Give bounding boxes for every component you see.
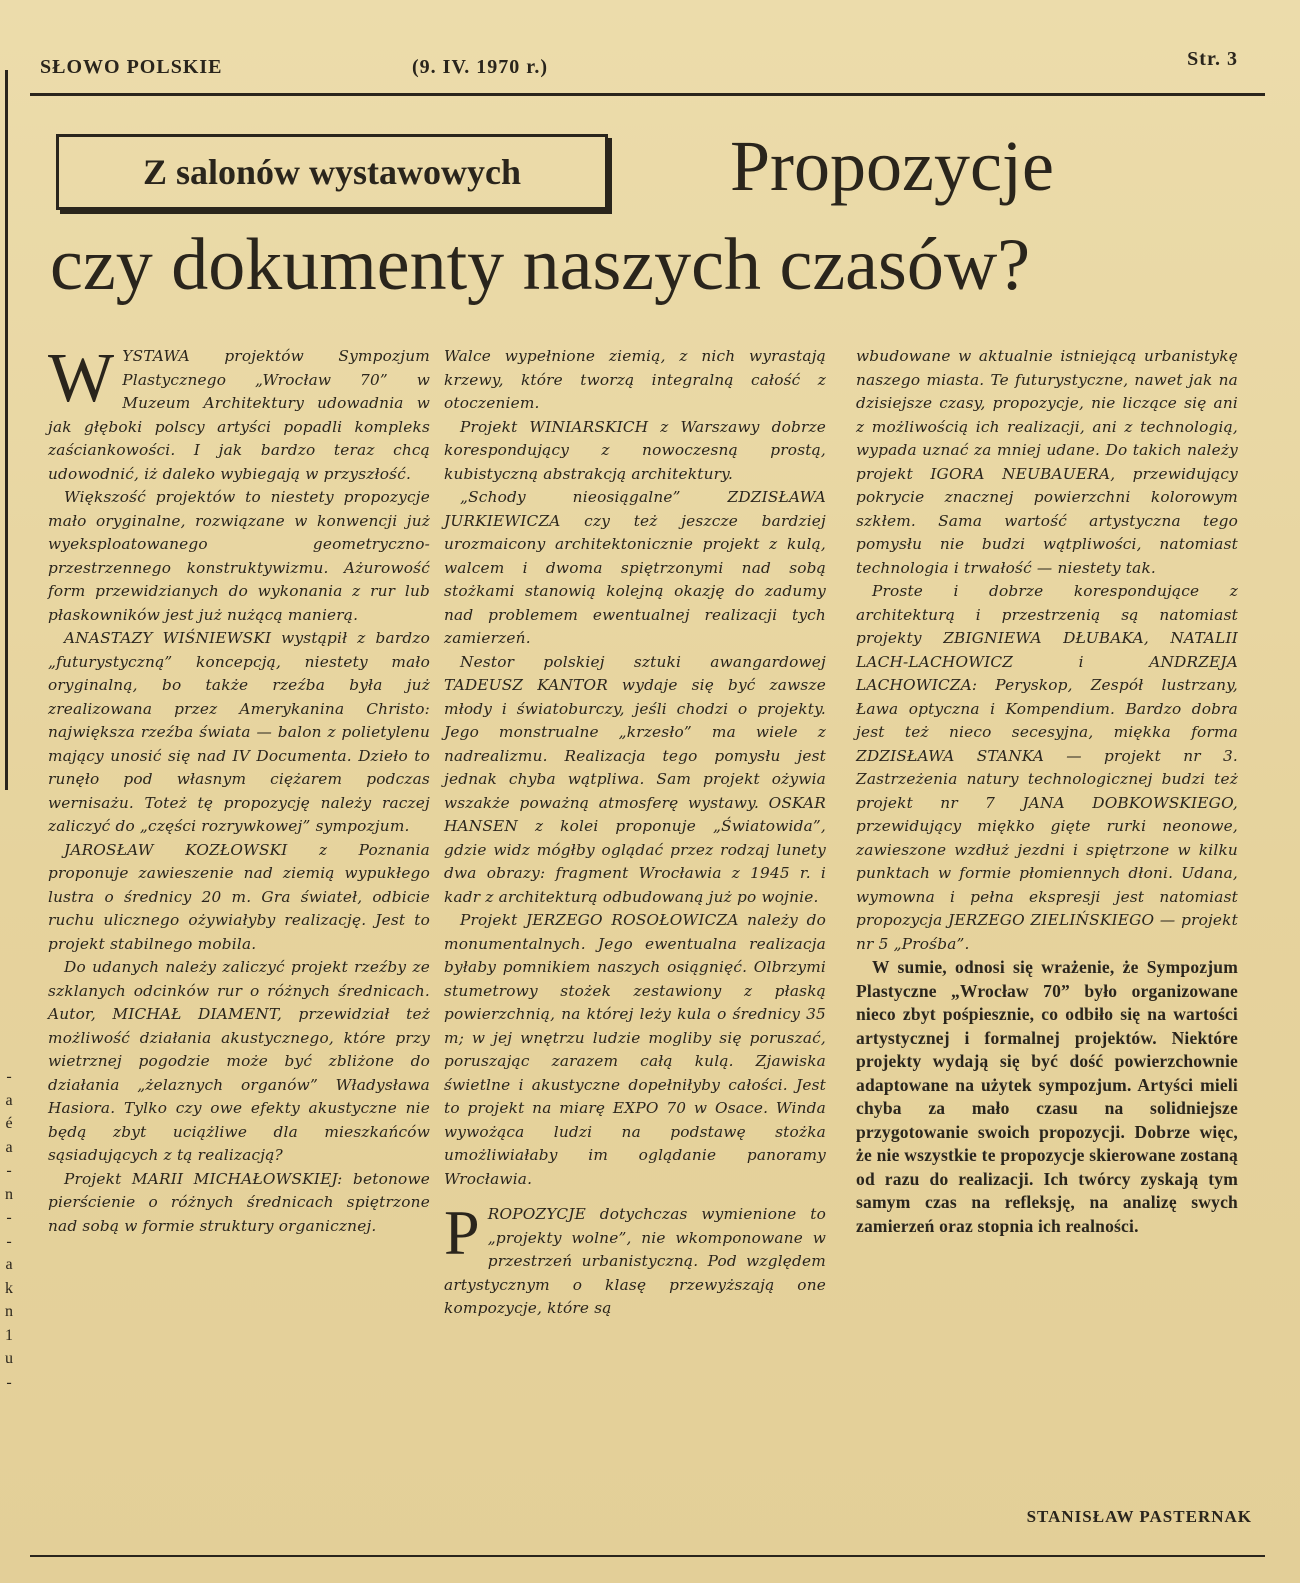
paragraph: JAROSŁAW KOZŁOWSKI z Poznania proponuje zawieszenie nad ziemią wypukłego lustra o średnicy 20 m. Gra świateł, odbicie ruchu ulicznego ożywiałyby realizację. Jest to projekt stabilnego mobila. <box>48 840 430 953</box>
dropcap: P <box>444 1197 480 1268</box>
margin-letter: k <box>5 1279 13 1297</box>
margin-letter: 1 <box>5 1326 13 1344</box>
paragraph: Walce wypełnione ziemią, z nich wyrastają krzewy, które tworzą integralną całość z otoczeniem. <box>444 347 826 412</box>
left-border-rule <box>5 70 8 790</box>
margin-fragment <box>2 1065 16 1394</box>
margin-letter: - <box>6 1232 12 1250</box>
paragraph: wbudowane w aktualnie istniejącą urbanistykę naszego miasta. Te futurystyczne, nawet jak na dzisiejsze czasy, propozycje, nie liczące się ani z możliwością ich realizacji, ani z technologią, wypada uznać za mniej udane. Do takich należy projekt IGORA NEUBAUERA, przewidujący pokrycie znacznej powierzchni kolorowym szkłem. Sama wartość artystyczna tego pomysłu nie budzi wątpliwości, natomiast technologia i trwałość — niestety tak. <box>856 347 1238 577</box>
paragraph: Projekt MARII MICHAŁOWSKIEJ: betonowe pierścienie o różnych średnicach spiętrzone nad sobą w formie struktury organicznej. <box>48 1169 430 1235</box>
paragraph: Projekt WINIARSKICH z Warszawy dobrze korespondujący z nowoczesną prostą, kubistyczną abstrakcją architektury. <box>444 417 826 483</box>
margin-letter: - <box>6 1209 12 1226</box>
paragraph <box>48 340 430 486</box>
dropcap: W <box>48 340 115 417</box>
paragraph-text: YSTAWA projektów Sympozjum Plastycznego „Wrocław 70” w Muzeum Architektury udowadnia w jak głęboki polscy artyści popadli kompleks zaściankowości. I jak bardzo teraz chcą udowodnić, iż daleko wybiegają w przyszłość. <box>48 347 430 483</box>
margin-letter: é <box>5 1115 13 1132</box>
page-number: Str. 3 <box>1187 48 1238 70</box>
paragraph: Projekt JERZEGO ROSOŁOWICZA należy do monumentalnych. Jego ewentualna realizacja byłaby pomnikiem naszych osiągnięć. Olbrzymi stumetrowy stożek zestawiony z płaską powierzchnią, na której leży kula o średnicy 35 m; w jej wnętrzu ludzie mogliby się poruszać, poruszając zarazem całą kulą. Zjawiska świetlne i akustyczne dopełniłyby całości. Jest to projekt na miarę EXPO 70 w Osace. Winda wywożąca ludzi na podstawę stożka umożliwiałaby im oglądanie panoramy Wrocławia. <box>444 911 826 1188</box>
paragraph: ANASTAZY WIŚNIEWSKI wystąpił z bardzo „futurystyczną” koncepcją, niestety mało oryginalną, bo także rzeźba była już zrealizowana przez Amerykanina Christo: największa rzeźba świata — balon z polietylenu mający unosić się nad IV Documenta. Dzieło to runęło pod własnym ciężarem podczas wernisażu. Toteż tę propozycję należy raczej zaliczyć do „części rozrywkowej” sympozjum. <box>48 629 430 835</box>
footer-rule <box>30 1555 1265 1557</box>
article-column-3 <box>856 345 1238 1238</box>
paragraph-spacer <box>444 1191 826 1203</box>
paragraph: Do udanych należy zaliczyć projekt rzeźby ze szklanych odcinków rur o różnych średnicach. Autor, MICHAŁ DIAMENT, przewidział też możliwość działania akustycznego, które przy wietrznej pogodzie może być zbliżone do działania „żelaznych organów” Władysława Hasiora. Tylko czy owe efekty akustyczne nie będą zbyt uciążliwe dla mieszkańców sąsiadujących z tą realizacją? <box>48 958 430 1164</box>
margin-letter: a <box>5 1256 13 1273</box>
margin-letter: n <box>5 1303 13 1320</box>
paragraph: Nestor polskiej sztuki awangardowej TADEUSZ KANTOR wydaje się być zawsze młody i światoburczy, jeśli chodzi o projekty. Jego monstrualne „krzesło” ma wiele z nadrealizmu. Realizacja tego pomysłu jest jednak chyba wątpliwa. Sam projekt ożywia wszakże poważną atmosferę wystawy. OSKAR HANSEN z kolei proponuje „Światowida”, gdzie widz mógłby oglądać przez rodzaj lunety dwa obrazy: fragment Wrocławia z 1945 r. i kadr z architekturą odbudowaną już po wojnie. <box>444 652 826 906</box>
issue-date: (9. IV. 1970 r.) <box>412 56 549 78</box>
header-rule <box>30 93 1265 96</box>
paragraph-text: ROPOZYCJE dotychczas wymienione to „projekty wolne”, nie wkomponowane w przestrzeń urbanistyczną. Pod względem artystycznym o klasę przewyższają one kompozycje, które są <box>444 1205 826 1317</box>
margin-letter: - <box>6 1373 12 1391</box>
headline-line-2: czy dokumenty naszych czasów? <box>50 224 1031 306</box>
headline-line-1: Propozycje <box>730 126 1054 206</box>
margin-letter: - <box>6 1068 12 1085</box>
summary-paragraph: W sumie, odnosi się wrażenie, że Sympozjum Plastyczne „Wrocław 70” było organizowane nieco zbyt pośpiesznie, co odbiło się na wartości artystycznej i formalnej projektów. Niektóre projekty wydają się być dość powierzchownie adaptowane na użytek sympozjum. Artyści mieli chyba za mało czasu na solidniejsze przygotowanie swoich propozycji. Dobrze więc, że nie wszystkie te propozycje skierowane zostaną od razu do realizacji. Ich twórcy zyskają tym samym czas na refleksję, na analizę swych zamierzeń oraz stopnia ich realności. <box>856 957 1238 1236</box>
margin-letter: a <box>5 1091 13 1109</box>
paragraph: Większość projektów to niestety propozycje mało oryginalne, rozwiązane w konwencji już wyeksploatowanego geometryczno-przestrzennego konstruktywizmu. Ażurowość form przewidzianych do wykonania z rur lub płaskowników jest już nużącą manierą. <box>48 488 430 624</box>
author-byline: STANISŁAW PASTERNAK <box>1026 1507 1252 1526</box>
paragraph <box>444 1197 826 1321</box>
rubric-label: Z salonów wystawowych <box>142 152 522 192</box>
margin-letter: - <box>6 1162 12 1179</box>
newspaper-title: SŁOWO POLSKIE <box>40 56 223 78</box>
article-column-2 <box>444 345 826 1321</box>
margin-letter: a <box>5 1138 13 1156</box>
margin-letter: n <box>5 1185 13 1203</box>
paragraph: Proste i dobrze korespondujące z architekturą i przestrzenią są natomiast projekty ZBIGNIEWA DŁUBAKA, NATALII LACH-LACHOWICZ i ANDRZEJA LACHOWICZA: Peryskop, Zespół lustrzany, Ława optyczna i Kompendium. Bardzo dobra jest też nieco secesyjna, miękka forma ZDZISŁAWA STANKA — projekt nr 3. Zastrzeżenia natury technologicznej budzi też projekt nr 7 JANA DOBKOWSKIEGO, przewidujący miękko gięte rurki neonowe, zawieszone wzdłuż jezdni i spiętrzone w kilku punktach w formie płomiennych dłoni. Udana, wymowna i pełna ekspresji jest natomiast propozycja JERZEGO ZIELIŃSKIEGO — projekt nr 5 „Prośba”. <box>856 582 1238 953</box>
paragraph: „Schody nieosiągalne” ZDZISŁAWA JURKIEWICZA czy też jeszcze bardziej urozmaicony architektonicznie projekt z kulą, walcem i dwoma spiętrzonymi nad sobą stożkami stanowią kolejną okazję do zadumy nad problemem ewentualnej realizacji tych zamierzeń. <box>444 488 826 647</box>
article-column-1 <box>48 340 430 1238</box>
margin-letter: u <box>5 1350 13 1367</box>
rubric-box <box>56 134 608 210</box>
